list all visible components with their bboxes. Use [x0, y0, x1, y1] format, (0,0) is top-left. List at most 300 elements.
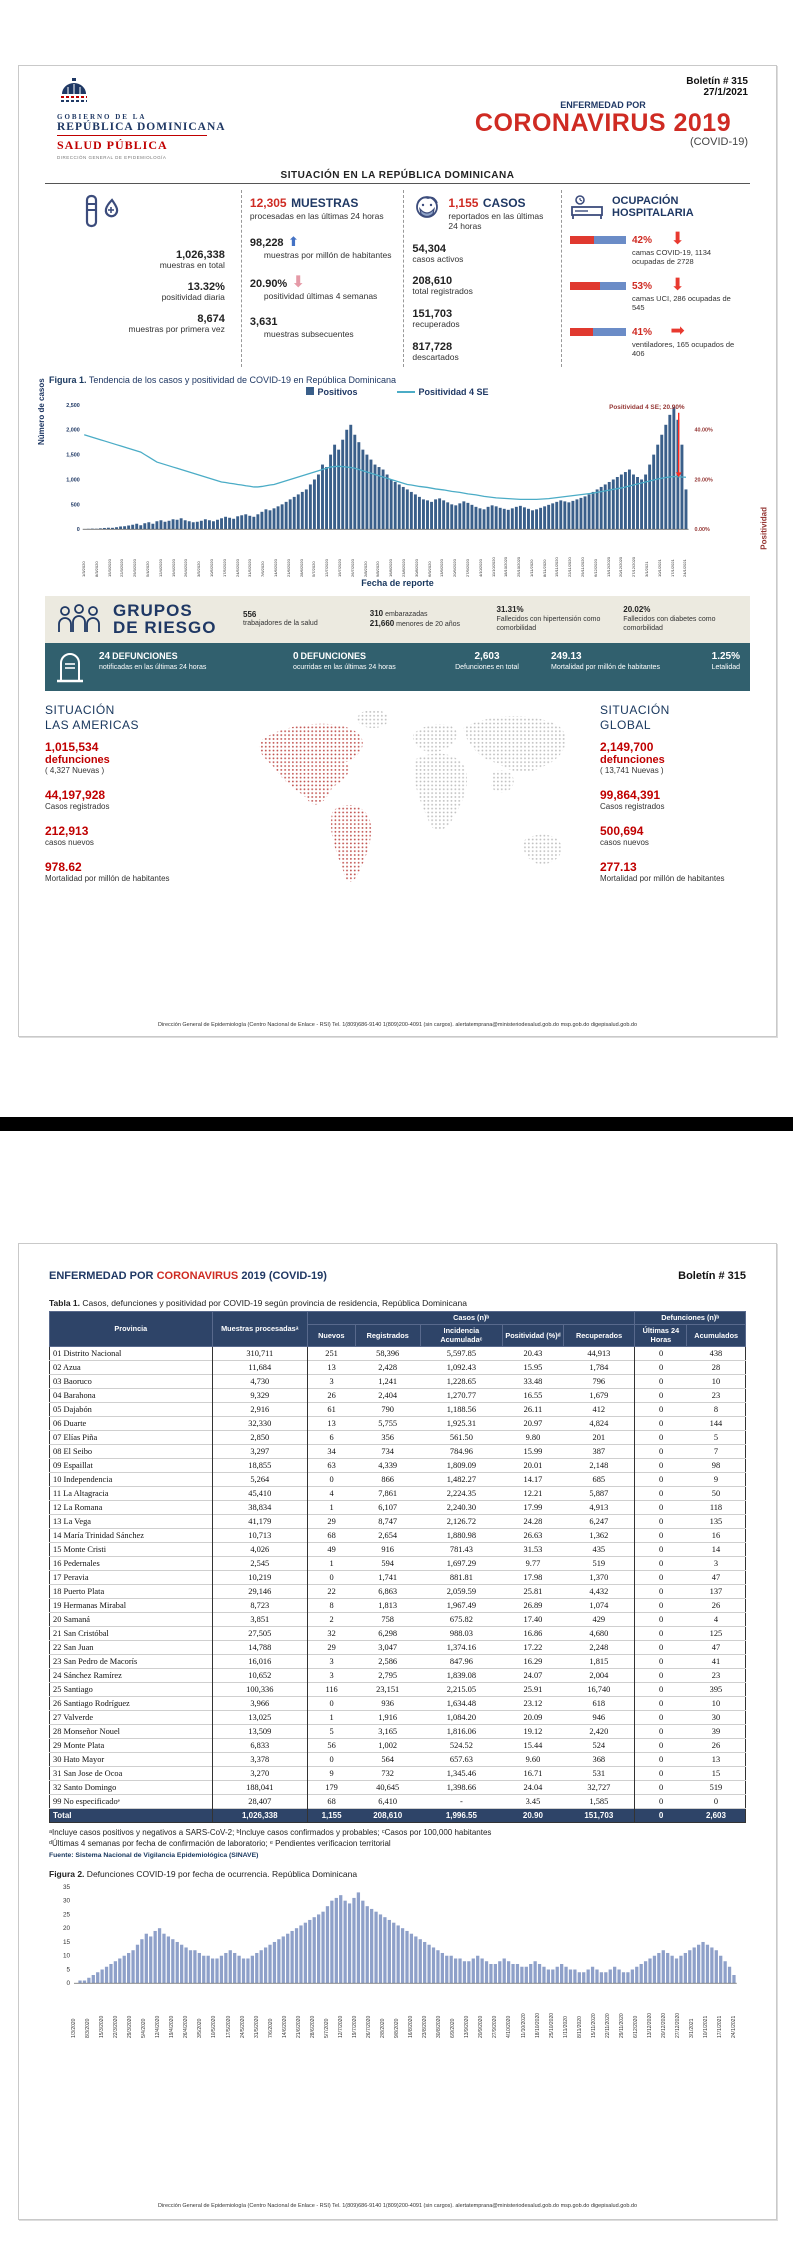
table-cell: 2,420 [563, 1725, 635, 1739]
x-tick-label: 19/7/2020 [351, 2015, 358, 2038]
x-tick-label: 3/5/2020 [196, 561, 202, 577]
table-row [50, 1613, 746, 1627]
table-cell: 0 [635, 1809, 687, 1823]
table-row [50, 1515, 746, 1529]
svg-text:20: 20 [62, 1924, 71, 1932]
x-tick-label: 22/3/2020 [113, 2015, 120, 2038]
table-cell: 09 Espaillat [50, 1459, 213, 1473]
total-registered-value: 208,610 [412, 275, 453, 288]
table-row [50, 1543, 746, 1557]
table-cell: 936 [355, 1697, 420, 1711]
x-tick-label: 8/11/2020 [541, 559, 547, 577]
table-cell: 0 [635, 1655, 687, 1669]
figure1-caption [49, 375, 746, 385]
samples-total-value: 1,026,338 [175, 249, 225, 261]
x-tick-label: 29/11/2020 [580, 556, 586, 577]
red-down-arrow-icon: ⬇ [670, 228, 685, 249]
table-cell: 98 [687, 1459, 746, 1473]
table-cell: 40,645 [355, 1781, 420, 1795]
table-cell: 1,370 [563, 1571, 635, 1585]
table-cell: 30 [687, 1711, 746, 1725]
table-row [50, 1795, 746, 1809]
table-cell: 24.28 [503, 1515, 564, 1529]
total-registered [412, 275, 553, 297]
x-tick-label: 30/8/2020 [413, 558, 419, 577]
table-cell: 0 [635, 1417, 687, 1431]
x-tick-label: 1/3/2020 [71, 2018, 77, 2038]
table-cell: 16,016 [212, 1655, 307, 1669]
table-cell: 1,839.08 [420, 1669, 502, 1683]
table-cell: 10,713 [212, 1529, 307, 1543]
occupancy-desc: camas UCI, 286 ocupadas de 545 [632, 294, 731, 312]
table-row [50, 1347, 746, 1361]
x-tick-label: 12/7/2020 [337, 2015, 344, 2038]
x-tick-label: 8/3/2020 [93, 561, 99, 577]
x-tick-label: 5/4/2020 [144, 561, 150, 577]
world-dot-map [233, 699, 583, 899]
samples-24h-sub: procesadas en las últimas 24 horas [249, 211, 384, 221]
table-cell: 0 [635, 1571, 687, 1585]
table-cell: 11 La Altagracia [50, 1487, 213, 1501]
table-cell: 1 [307, 1711, 355, 1725]
americas-new-cases: 212,913 casos nuevos [45, 824, 94, 848]
figure1-xlabel: Fecha de reporte [361, 577, 434, 588]
positivity-4w-label: positividad últimas 4 semanas [263, 290, 378, 301]
table-cell: 61 [307, 1403, 355, 1417]
table-cell: 05 Dajabón [50, 1403, 213, 1417]
table-row [50, 1599, 746, 1613]
figure1-ylabel: Número de casos [37, 377, 46, 445]
table-cell: 368 [563, 1753, 635, 1767]
x-tick-label: 17/1/2021 [717, 2015, 724, 2038]
x-tick-label: 6/12/2020 [632, 2015, 639, 2038]
table-cell: 25.81 [503, 1585, 564, 1599]
table-cell: 188,041 [212, 1781, 307, 1795]
dome-logo-icon [57, 78, 91, 108]
x-tick-label: 1/3/2020 [81, 561, 86, 577]
table-cell: 4,432 [563, 1585, 635, 1599]
table-cell: 1,398.66 [420, 1781, 502, 1795]
table-cell: 3 [307, 1669, 355, 1683]
table-cell: 26.63 [503, 1529, 564, 1543]
title-big: CORONAVIRUS 2019 [474, 109, 732, 137]
table-cell: 3,297 [212, 1445, 307, 1459]
table-cell: 47 [687, 1641, 746, 1655]
table-cell: 20.90 [503, 1809, 564, 1823]
table-cell: 29 Monte Plata [50, 1739, 213, 1753]
table-cell: 0 [635, 1767, 687, 1781]
table-cell: 0 [307, 1571, 355, 1585]
table-cell: 20.97 [503, 1417, 564, 1431]
table-cell: Total [50, 1809, 213, 1823]
bars [83, 407, 688, 529]
table-cell: 11,684 [212, 1361, 307, 1375]
world-map [215, 699, 600, 899]
x-tick-label: 27/9/2020 [492, 2015, 499, 2038]
x-tick-label: 27/9/2020 [464, 558, 470, 577]
x-tick-label: 26/4/2020 [183, 558, 189, 577]
occupancy-row-ventilators [570, 322, 742, 358]
table-cell: 0 [635, 1389, 687, 1403]
table-cell: 10 [687, 1697, 746, 1711]
samples-24h-word: MUESTRAS [291, 196, 359, 210]
table-row [50, 1753, 746, 1767]
bars [78, 1892, 735, 1983]
table-cell: 4,026 [212, 1543, 307, 1557]
table-cell: 758 [355, 1613, 420, 1627]
cases-column [404, 190, 562, 367]
table-cell: 657.63 [420, 1753, 502, 1767]
table-cell: 0 [635, 1501, 687, 1515]
table-cell: 3,966 [212, 1697, 307, 1711]
table-cell: 9.77 [503, 1557, 564, 1571]
table-cell: 13 La Vega [50, 1515, 213, 1529]
x-tick-label: 24/5/2020 [239, 2015, 246, 2038]
figure2-caption: Figura 2. Defunciones COVID-19 por fecha de ocurrencia. República Dominicana [49, 1868, 358, 1879]
table-cell: 9 [687, 1473, 746, 1487]
x-tick-label: 12/7/2020 [324, 558, 330, 577]
table-cell: 1,925.31 [420, 1417, 502, 1431]
x-tick-label: 29/11/2020 [618, 2013, 625, 2038]
table-cell: 13 [307, 1361, 355, 1375]
table-cell: 0 [635, 1613, 687, 1627]
x-tick-label: 20/12/2020 [618, 556, 624, 577]
table-cell: 12 La Romana [50, 1501, 213, 1515]
gov-logo [57, 78, 226, 160]
table-caption: Tabla 1. Casos, defunciones y positividad por COVID-19 según provincia de residencia, República Dominicana [49, 1298, 467, 1308]
table-cell: 1,345.46 [420, 1767, 502, 1781]
table-cell: 32,330 [212, 1417, 307, 1431]
svg-text:1,000: 1,000 [66, 477, 80, 484]
table-cell: 6,410 [355, 1795, 420, 1809]
table-cell: 2,603 [687, 1809, 746, 1823]
table-cell: 32 [307, 1627, 355, 1641]
table-cell: 12.21 [503, 1487, 564, 1501]
x-tick-label: 31/5/2020 [247, 558, 253, 577]
table-cell: 34 [307, 1445, 355, 1459]
x-tick-label: 17/5/2020 [221, 558, 227, 577]
table-cell: 21 San Cristóbal [50, 1627, 213, 1641]
x-tick-label: 19/4/2020 [170, 558, 176, 577]
table-cell: 0 [687, 1795, 746, 1809]
occupancy-row-beds [570, 230, 742, 266]
x-tick-label: 19/4/2020 [169, 2015, 176, 2038]
table-cell: 9.60 [503, 1753, 564, 1767]
x-tick-label: 5/7/2020 [311, 561, 317, 577]
x-tick-label: 21/6/2020 [295, 2015, 302, 2038]
table-cell: 685 [563, 1473, 635, 1487]
table-cell: 68 [307, 1795, 355, 1809]
occupancy-pct: 41% [632, 327, 653, 338]
logo-gov-line1: GOBIERNO DE LA [57, 113, 147, 121]
table-cell: 17.22 [503, 1641, 564, 1655]
table-cell: 17.40 [503, 1613, 564, 1627]
table-cell: 0 [635, 1347, 687, 1361]
x-tick-label: 8/11/2020 [576, 2015, 583, 2038]
table-cell: 1,784 [563, 1361, 635, 1375]
table-cell: 0 [635, 1697, 687, 1711]
table-cell: 0 [635, 1725, 687, 1739]
x-tick-label: 24/1/2021 [682, 558, 688, 577]
table-cell: 0 [635, 1627, 687, 1641]
x-tick-label: 15/3/2020 [106, 558, 112, 577]
risk-item-health-workers: 556 trabajadores de la salud [243, 609, 318, 628]
table-cell: 0 [635, 1403, 687, 1417]
footnote-1: ᵃIncluye casos positivos y negativos a SARS-CoV-2; ᵇIncluye casos confirmados y probables; ᶜCasos por 100,000 habitantes [49, 1828, 492, 1838]
x-tick-label: 8/3/2020 [85, 2018, 92, 2038]
table-cell: 23.12 [503, 1697, 564, 1711]
hospital-bed-icon [570, 194, 604, 220]
table-cell: 1,815 [563, 1655, 635, 1669]
recovered [412, 308, 553, 330]
table-cell: 0 [635, 1711, 687, 1725]
samples-24h-number: 12,305 [249, 196, 287, 210]
table-cell: 10 [687, 1375, 746, 1389]
table-cell: 68 [307, 1529, 355, 1543]
figure1-caption-text: Tendencia de los casos y positividad de COVID-19 en República Dominicana [86, 374, 397, 385]
table-cell: 10,219 [212, 1571, 307, 1585]
table-cell: 9 [307, 1767, 355, 1781]
table-cell: 08 El Seibo [50, 1445, 213, 1459]
table-cell: 1,697.29 [420, 1557, 502, 1571]
x-tick-label: 18/10/2020 [534, 2012, 541, 2038]
table-cell: 0 [635, 1529, 687, 1543]
samples-24h-column [242, 190, 405, 367]
table-row [50, 1487, 746, 1501]
table-cell: 2,224.35 [420, 1487, 502, 1501]
table-row [50, 1403, 746, 1417]
svg-text:25: 25 [62, 1911, 71, 1919]
south-america [330, 805, 370, 882]
table-body [50, 1347, 746, 1823]
x-tick-label: 3/1/2021 [644, 561, 650, 577]
table-cell: 734 [355, 1445, 420, 1459]
table-cell: 6 [307, 1431, 355, 1445]
x-tick-label: 17/5/2020 [225, 2015, 232, 2038]
table-row [50, 1473, 746, 1487]
x-tick-label: 20/9/2020 [452, 558, 458, 577]
table-cell: 99 No especificadoᵉ [50, 1795, 213, 1809]
logo-subtitle: DIRECCIÓN GENERAL DE EPIDEMIOLOGÍA [57, 155, 167, 160]
deaths-total: 2,603 Defunciones en total [455, 651, 519, 672]
table-cell: 31.53 [503, 1543, 564, 1557]
table-cell: 16 [687, 1529, 746, 1543]
table-cell: 1,741 [355, 1571, 420, 1585]
table-cell: 1 [307, 1501, 355, 1515]
recovered-value: 151,703 [412, 308, 453, 321]
table-cell: 5 [687, 1431, 746, 1445]
table-cell: 2 [307, 1613, 355, 1627]
world-situation-row [45, 699, 750, 899]
svg-text:2,500: 2,500 [66, 402, 80, 409]
risk-groups-title: GRUPOS DE RIESGO [113, 600, 217, 638]
global-title: SITUACIÓN GLOBAL [600, 703, 670, 732]
table-cell: 1,809.09 [420, 1459, 502, 1473]
table-cell: 27 Valverde [50, 1711, 213, 1725]
table-row [50, 1585, 746, 1599]
x-tick-label: 29/3/2020 [132, 558, 138, 577]
table-cell: 2,240.30 [420, 1501, 502, 1515]
table-cell: 564 [355, 1753, 420, 1767]
table-cell: 25 Santiago [50, 1683, 213, 1697]
table-cell: 41,179 [212, 1515, 307, 1529]
table-cell: 15.99 [503, 1445, 564, 1459]
first-time-samples [53, 313, 225, 335]
table-cell: 18 Puerto Plata [50, 1585, 213, 1599]
table-cell: 15 [687, 1767, 746, 1781]
table-cell: 3 [307, 1655, 355, 1669]
subsequent-samples-value: 3,631 [249, 316, 278, 329]
discarded-value: 817,728 [412, 340, 453, 353]
table-row [50, 1641, 746, 1655]
global-deaths: 2,149,700 defunciones ( 13,741 Nuevas ) [600, 740, 665, 776]
table-cell: 6,298 [355, 1627, 420, 1641]
x-tick-label: 5/4/2020 [141, 2018, 148, 2038]
x-tick-label: 5/7/2020 [323, 2018, 330, 2038]
table-cell: 1,996.55 [420, 1809, 502, 1823]
x-tick-label: 11/10/2020 [490, 556, 496, 577]
table-cell: 3,378 [212, 1753, 307, 1767]
x-tick-label: 3/5/2020 [197, 2018, 204, 2038]
table-cell: 16,740 [563, 1683, 635, 1697]
x-tick-label: 15/11/2020 [590, 2013, 597, 2038]
table-cell: 881.81 [420, 1571, 502, 1585]
svg-text:35: 35 [62, 1883, 71, 1891]
x-tick-label: 10/5/2020 [208, 558, 214, 577]
table-cell: 1,188.56 [420, 1403, 502, 1417]
table-cell: 9,329 [212, 1389, 307, 1403]
x-tick-label: 10/1/2021 [656, 558, 662, 577]
table-cell: 0 [307, 1697, 355, 1711]
title-small: ENFERMEDAD POR [560, 100, 646, 110]
table-cell: 33.48 [503, 1375, 564, 1389]
x-tick-label: 16/8/2020 [388, 558, 394, 577]
samples-per-million-label: muestras por millón de habitantes [263, 249, 392, 260]
figure1-svg [45, 397, 750, 545]
table-cell: 01 Distrito Nacional [50, 1347, 213, 1361]
global-mortality: 277.13 Mortalidad por millón de habitantes [600, 860, 725, 884]
page2-footer: Dirección General de Epidemiología (Centro Nacional de Enlace - RSI) Tel. 1(809)686-9140 1(809)200-4091 (sin cargos). alertatemprana@ministeriodesalud.gob.do msp.gob.do digepisalud.gob.do [157, 2203, 638, 2209]
table-cell: 4,730 [212, 1375, 307, 1389]
table-cell: 0 [635, 1431, 687, 1445]
table-cell: 8 [687, 1403, 746, 1417]
table-cell: 2,545 [212, 1557, 307, 1571]
table-cell: 1,084.20 [420, 1711, 502, 1725]
table-cell: 356 [355, 1431, 420, 1445]
table-cell: 16.86 [503, 1627, 564, 1641]
table-cell: 208,610 [355, 1809, 420, 1823]
table-cell: 14 [687, 1543, 746, 1557]
table-cell: 0 [635, 1669, 687, 1683]
active-cases-value: 54,304 [412, 242, 447, 255]
table-cell: 0 [635, 1361, 687, 1375]
table-cell: 44,913 [563, 1347, 635, 1361]
table-cell: 22 [307, 1585, 355, 1599]
table-cell: 0 [635, 1585, 687, 1599]
table-cell: 784.96 [420, 1445, 502, 1459]
x-tick-label: 1/11/2020 [528, 559, 534, 577]
table-cell: 438 [687, 1347, 746, 1361]
figure1-legend [45, 387, 750, 397]
table-cell: 23,151 [355, 1683, 420, 1697]
svg-text:30: 30 [62, 1897, 71, 1905]
table-cell: 1,026,338 [212, 1809, 307, 1823]
global-new-cases: 500,694 casos nuevos [600, 824, 649, 848]
table-cell: 179 [307, 1781, 355, 1795]
samples-total-label: muestras en total [159, 260, 225, 270]
deaths-occurred: 0 DEFUNCIONES ocurridas en las últimas 24 horas [293, 651, 396, 672]
svg-text:10: 10 [62, 1952, 71, 1960]
figure1-xticklabels [81, 550, 695, 577]
table-cell: 26 [307, 1389, 355, 1403]
masked-face-icon [412, 194, 442, 222]
x-tick-label: 13/9/2020 [439, 558, 445, 577]
table-cell: 16.29 [503, 1655, 564, 1669]
x-tick-label: 18/10/2020 [503, 556, 509, 577]
europe [412, 724, 456, 752]
table-cell: 0 [635, 1515, 687, 1529]
subsequent-samples [250, 312, 396, 340]
table-cell: 1,241 [355, 1375, 420, 1389]
table-cell: 13,025 [212, 1711, 307, 1725]
samples-per-million [250, 233, 396, 261]
logo-dept: SALUD PÚBLICA [57, 138, 168, 152]
table-cell: 5,887 [563, 1487, 635, 1501]
table-cell: 6,833 [212, 1739, 307, 1753]
x-tick-label: 22/11/2020 [604, 2013, 611, 2038]
red-right-arrow-icon: ➡ [670, 320, 685, 341]
table-cell: 0 [635, 1781, 687, 1795]
table-row [50, 1781, 746, 1795]
x-tick-label: 27/12/2020 [675, 2012, 682, 2038]
x-tick-label: 6/9/2020 [450, 2018, 457, 2038]
active-cases-label: casos activos [412, 253, 464, 264]
table-cell: 1,634.48 [420, 1697, 502, 1711]
table-cell: 10,652 [212, 1669, 307, 1683]
table-cell: 15.44 [503, 1739, 564, 1753]
daily-positivity-value: 13.32% [187, 280, 225, 293]
americas-panel [45, 699, 215, 899]
x-tick-label: 10/1/2021 [703, 2015, 710, 2038]
x-tick-label: 22/3/2020 [119, 558, 125, 577]
table-cell: 201 [563, 1431, 635, 1445]
x-tick-label: 22/11/2020 [567, 556, 573, 577]
table-cell: 1,155 [307, 1809, 355, 1823]
discarded [412, 341, 553, 363]
page-1 [18, 65, 777, 1037]
table-cell: 387 [563, 1445, 635, 1459]
figure1-caption-bold: Figura 1. [49, 374, 87, 385]
occupancy-title: OCUPACIÓN HOSPITALARIA [612, 194, 694, 219]
table-cell: 8,747 [355, 1515, 420, 1529]
table-cell: 63 [307, 1459, 355, 1473]
table-cell: 16 Pedernales [50, 1557, 213, 1571]
table-row [50, 1767, 746, 1781]
x-tick-label: 23/8/2020 [422, 2015, 429, 2038]
table-cell: 29 [307, 1515, 355, 1529]
bulletin-number [686, 76, 748, 98]
table-cell: 5,264 [212, 1473, 307, 1487]
x-tick-label: 7/6/2020 [267, 2018, 274, 2038]
table-cell: 2,059.59 [420, 1585, 502, 1599]
tombstone-icon [55, 650, 85, 684]
table-cell: 118 [687, 1501, 746, 1515]
table-cell: 946 [563, 1711, 635, 1725]
table-cell: 1,074 [563, 1599, 635, 1613]
table-row [50, 1501, 746, 1515]
table-row [50, 1431, 746, 1445]
table-cell: 3,047 [355, 1641, 420, 1655]
